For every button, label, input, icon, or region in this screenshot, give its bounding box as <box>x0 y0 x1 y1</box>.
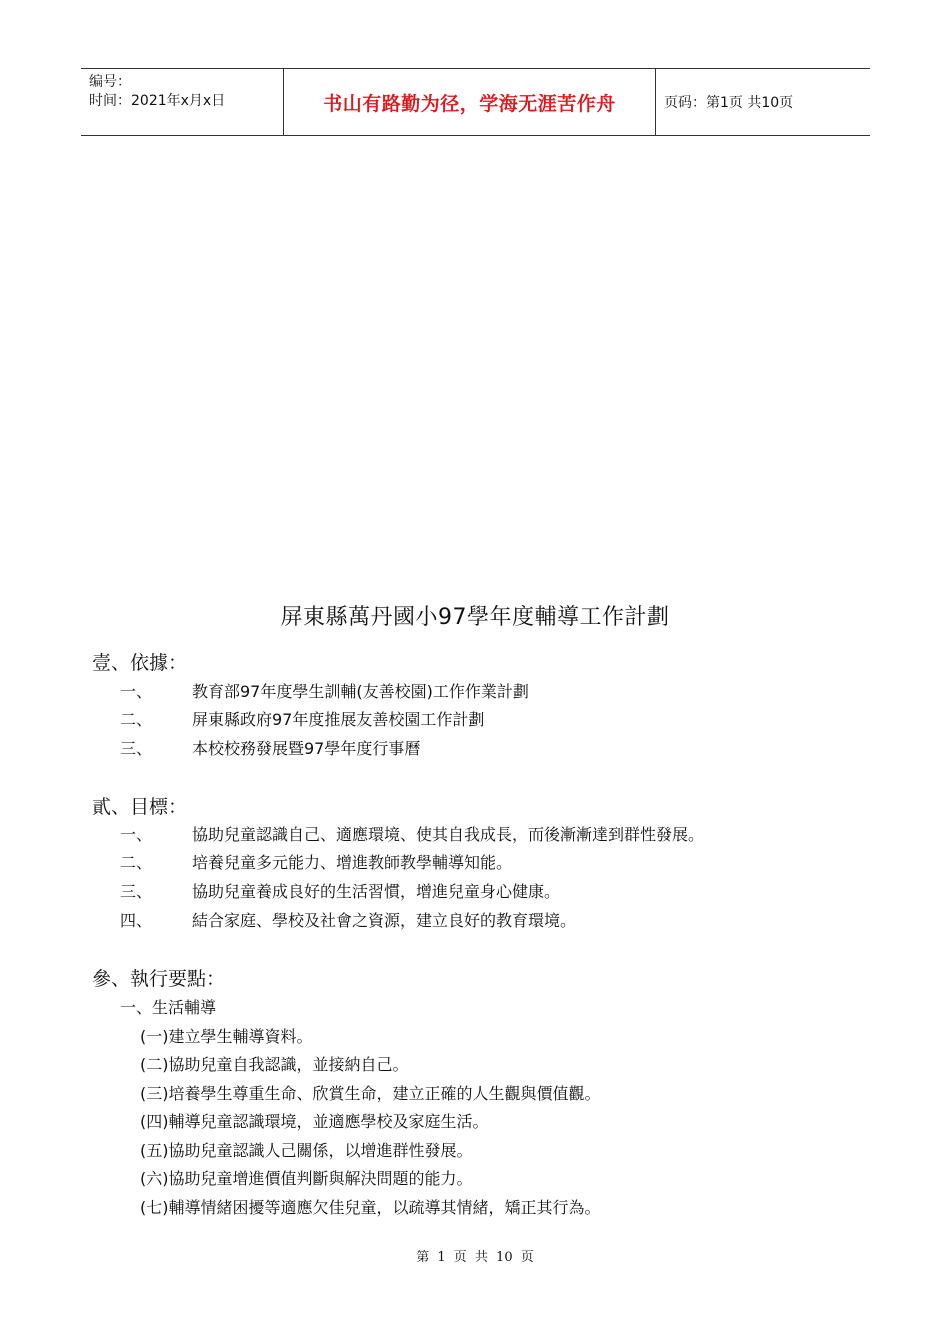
page-footer: 第 1 页 共 10 页 <box>416 1250 534 1265</box>
list-item: (六)協助兒童增進價值判斷與解決問題的能力。 <box>140 1169 473 1188</box>
item-text: 屏東縣政府97年度推展友善校園工作計劃 <box>192 710 485 729</box>
page-header <box>81 68 870 136</box>
header-page-info: 页码：第1页 共10页 <box>664 95 794 111</box>
item-text: 結合家庭、學校及社會之資源，建立良好的教育環境。 <box>192 911 577 930</box>
section-heading-execution: 參、執行要點： <box>92 968 226 990</box>
item-number: 一、 <box>120 825 153 844</box>
list-item: (四)輔導兒童認識環境，並適應學校及家庭生活。 <box>140 1112 489 1131</box>
item-number: 二、 <box>120 710 153 729</box>
item-text: 協助兒童認識自己、適應環境、使其自我成長，而後漸漸達到群性發展。 <box>192 825 705 844</box>
list-item: (三)培養學生尊重生命、欣賞生命，建立正確的人生觀與價值觀。 <box>140 1084 601 1103</box>
list-item: (七)輔導情緒困擾等適應欠佳兒童，以疏導其情緒，矯正其行為。 <box>140 1198 601 1217</box>
item-text: 協助兒童養成良好的生活習慣，增進兒童身心健康。 <box>192 882 561 901</box>
document-title: 屏東縣萬丹國小97學年度輔導工作計劃 <box>280 605 670 630</box>
section-heading-basis: 壹、依據： <box>92 652 188 674</box>
item-text: 培養兒童多元能力、增進教師教學輔導知能。 <box>192 853 513 872</box>
subsection-heading: 一、生活輔導 <box>120 998 217 1017</box>
item-number: 一、 <box>120 682 153 701</box>
code-label: 编号： <box>89 74 131 90</box>
item-number: 三、 <box>120 739 153 758</box>
date-label: 时间：2021年x月x日 <box>89 93 226 109</box>
section-heading-goals: 貳、目標： <box>92 796 188 818</box>
item-text: 本校校務發展暨97學年度行事曆 <box>192 739 421 758</box>
header-motto: 书山有路勤为径，学海无涯苦作舟 <box>283 69 656 135</box>
list-item: (一)建立學生輔導資料。 <box>140 1027 313 1046</box>
list-item: (五)協助兒童認識人己關係，以增進群性發展。 <box>140 1141 473 1160</box>
item-text: 教育部97年度學生訓輔(友善校園)工作作業計劃 <box>192 682 529 701</box>
item-number: 三、 <box>120 882 153 901</box>
header-meta <box>81 69 283 135</box>
list-item: (二)協助兒童自我認識，並接納自己。 <box>140 1055 409 1074</box>
item-number: 二、 <box>120 853 153 872</box>
item-number: 四、 <box>120 911 153 930</box>
